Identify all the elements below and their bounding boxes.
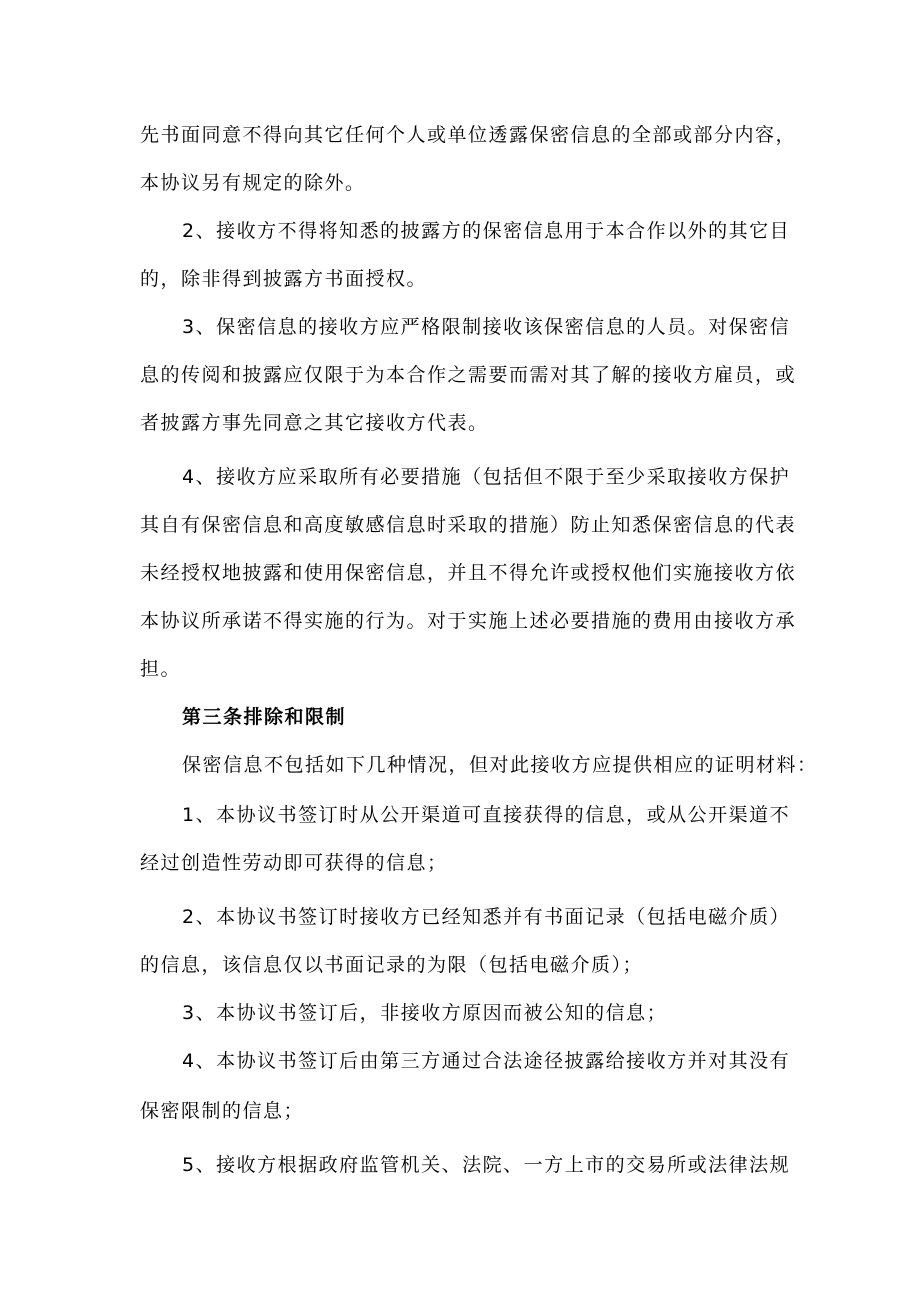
text-line: 3、保密信息的接收方应严格限制接收该保密信息的人员。对保密信 [182, 316, 791, 338]
section-heading: 第三条排除和限制 [182, 706, 347, 728]
text-line: 保密限制的信息； [140, 1100, 305, 1122]
text-line: 先书面同意不得向其它任何个人或单位透露保密信息的全部或部分内容， [140, 124, 797, 146]
text-line: 3、本协议书签订后，非接收方原因而被公知的信息； [182, 1002, 668, 1024]
text-line: 未经授权地披露和使用保密信息，并且不得允许或授权他们实施接收方依 [140, 562, 797, 584]
text-line: 4、本协议书签订后由第三方通过合法途径披露给接收方并对其没有 [182, 1050, 791, 1072]
text-line: 息的传阅和披露应仅限于为本合作之需要而需对其了解的接收方雇员，或 [140, 364, 797, 386]
text-line: 经过创造性劳动即可获得的信息； [140, 852, 448, 874]
text-line: 担。 [140, 658, 182, 680]
text-line: 5、接收方根据政府监管机关、法院、一方上市的交易所或法律法规 [182, 1154, 791, 1176]
text-line: 2、接收方不得将知悉的披露方的保密信息用于本合作以外的其它目 [182, 220, 791, 242]
text-line: 的，除非得到披露方书面授权。 [140, 268, 428, 290]
text-line: 4、接收方应采取所有必要措施（包括但不限于至少采取接收方保护 [182, 466, 791, 488]
text-line: 保密信息不包括如下几种情况，但对此接收方应提供相应的证明材料： [182, 754, 818, 776]
text-line: 本协议所承诺不得实施的行为。对于实施上述必要措施的费用由接收方承 [140, 610, 797, 632]
text-line: 其自有保密信息和高度敏感信息时采取的措施）防止知悉保密信息的代表 [140, 514, 797, 536]
text-line: 本协议另有规定的除外。 [140, 172, 366, 194]
text-line: 1、本协议书签订时从公开渠道可直接获得的信息，或从公开渠道不 [182, 804, 791, 826]
text-line: 2、本协议书签订时接收方已经知悉并有书面记录（包括电磁介质） [182, 906, 791, 928]
text-line: 者披露方事先同意之其它接收方代表。 [140, 412, 489, 434]
text-line: 的信息，该信息仅以书面记录的为限（包括电磁介质）； [140, 954, 644, 976]
